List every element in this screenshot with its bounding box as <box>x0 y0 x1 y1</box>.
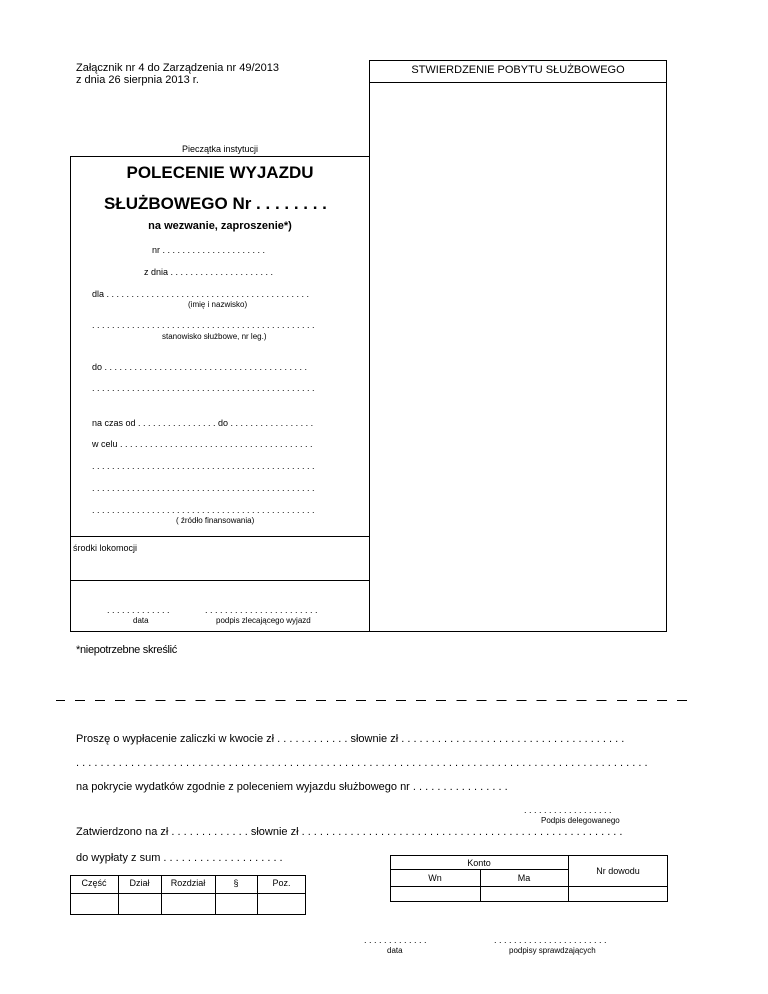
header-rozdzial: Rozdział <box>170 878 206 888</box>
order-destination-line-1: do . . . . . . . . . . . . . . . . . . . . . . . . . . . . . . . . . . . . . . . . . <box>92 362 308 372</box>
order-date-line: z dnia . . . . . . . . . . . . . . . . . . . . . <box>144 267 274 277</box>
order-title-line-1: POLECENIE WYJAZDU <box>126 163 314 182</box>
order-for-caption: (imię i nazwisko) <box>188 300 248 309</box>
order-purpose-line-1: w celu . . . . . . . . . . . . . . . . . . . . . . . . . . . . . . . . . . . . . . . <box>92 439 313 449</box>
header-czesc: Część <box>81 878 107 888</box>
order-divider-1 <box>70 536 370 537</box>
order-purpose-line-3: . . . . . . . . . . . . . . . . . . . . . . . . . . . . . . . . . . . . . . . . . . . . . <box>92 483 315 493</box>
delegate-signature-dots: . . . . . . . . . . . . . . . . . . <box>524 805 612 815</box>
order-position-line: . . . . . . . . . . . . . . . . . . . . . . . . . . . . . . . . . . . . . . . . . . . . . <box>92 320 315 330</box>
account-nr-divider <box>568 855 569 902</box>
header-poz: Poz. <box>272 878 291 888</box>
order-sig-name-caption: podpis zlecającego wyjazd <box>216 616 311 625</box>
order-position-caption: stanowisko służbowe, nr leg.) <box>162 332 267 341</box>
order-nr-line: nr . . . . . . . . . . . . . . . . . . . . . <box>152 245 266 255</box>
account-konto-header: Konto <box>467 858 491 868</box>
stay-confirmation-header-divider <box>369 82 667 83</box>
account-nr-dowodu-header: Nr dowodu <box>596 866 640 876</box>
bottom-check-dots: . . . . . . . . . . . . . . . . . . . . . . . <box>494 935 607 945</box>
order-sig-date-dots: . . . . . . . . . . . . . <box>107 605 170 615</box>
account-wn-header: Wn <box>428 873 442 883</box>
bottom-date-dots: . . . . . . . . . . . . . <box>364 935 427 945</box>
order-subtitle: na wezwanie, zaproszenie*) <box>148 220 292 232</box>
approved-line: Zatwierdzono na zł . . . . . . . . . . . . . słownie zł . . . . . . . . . . . . . . . . . . . . . . . . . . . . . . . . . . . . . . . . . . . . . . . . . . . . . <box>76 826 623 838</box>
stamp-label: Pieczątka instytucji <box>181 144 259 154</box>
delegate-signature-caption: Podpis delegowanego <box>541 816 620 825</box>
order-for-line: dla . . . . . . . . . . . . . . . . . . . . . . . . . . . . . . . . . . . . . . . . . <box>92 289 310 299</box>
attachment-line-1: Załącznik nr 4 do Zarządzenia nr 49/2013 <box>76 62 280 74</box>
payout-line: do wypłaty z sum . . . . . . . . . . . . . . . . . . . . <box>76 852 283 864</box>
bottom-date-caption: data <box>387 946 403 955</box>
advance-request-line-1: Proszę o wypłacenie zaliczki w kwocie zł . . . . . . . . . . . . słownie zł . . . . . . . . . . . . . . . . . . . . . . . . . . . . . . . . . . . . . <box>76 733 625 745</box>
order-title-line-2: SŁUŻBOWEGO Nr . . . . . . . . <box>104 194 327 213</box>
stay-confirmation-box <box>369 60 667 632</box>
order-purpose-line-2: . . . . . . . . . . . . . . . . . . . . . . . . . . . . . . . . . . . . . . . . . . . . . <box>92 461 315 471</box>
header-paragraph: § <box>233 878 239 888</box>
order-period-line: na czas od . . . . . . . . . . . . . . . . do . . . . . . . . . . . . . . . . . <box>92 418 314 428</box>
order-sig-date-caption: data <box>133 616 149 625</box>
header-dzial: Dział <box>129 878 150 888</box>
order-divider-2 <box>70 580 370 581</box>
account-ma-header: Ma <box>517 873 531 883</box>
order-destination-line-2: . . . . . . . . . . . . . . . . . . . . . . . . . . . . . . . . . . . . . . . . . . . . . <box>92 383 315 393</box>
account-konto-divider <box>390 869 568 870</box>
stay-confirmation-title: STWIERDZENIE POBYTU SŁUŻBOWEGO <box>411 64 625 76</box>
funding-caption: ( źródło finansowania) <box>176 516 255 525</box>
advance-request-line-3: na pokrycie wydatków zgodnie z poleceniem wyjazdu służbowego nr . . . . . . . . . . . . . . . . <box>76 781 508 793</box>
footnote: *niepotrzebne skreślić <box>76 644 178 656</box>
transport-label: środki lokomocji <box>73 543 138 553</box>
account-row-divider <box>390 886 668 887</box>
classification-table-row-divider <box>70 893 306 894</box>
order-sig-name-dots: . . . . . . . . . . . . . . . . . . . . . . . <box>205 605 318 615</box>
cut-line <box>56 700 688 701</box>
bottom-check-caption: podpisy sprawdzających <box>509 946 596 955</box>
order-purpose-line-4: . . . . . . . . . . . . . . . . . . . . . . . . . . . . . . . . . . . . . . . . . . . . . <box>92 505 315 515</box>
attachment-line-2: z dnia 26 sierpnia 2013 r. <box>76 74 199 86</box>
advance-request-line-2: . . . . . . . . . . . . . . . . . . . . . . . . . . . . . . . . . . . . . . . . . . . . . . . . . . . . . . . . . . . . . . . . . . . . . . . . . . . . . . . . . . . . . . . . . . . . . . <box>76 757 648 769</box>
